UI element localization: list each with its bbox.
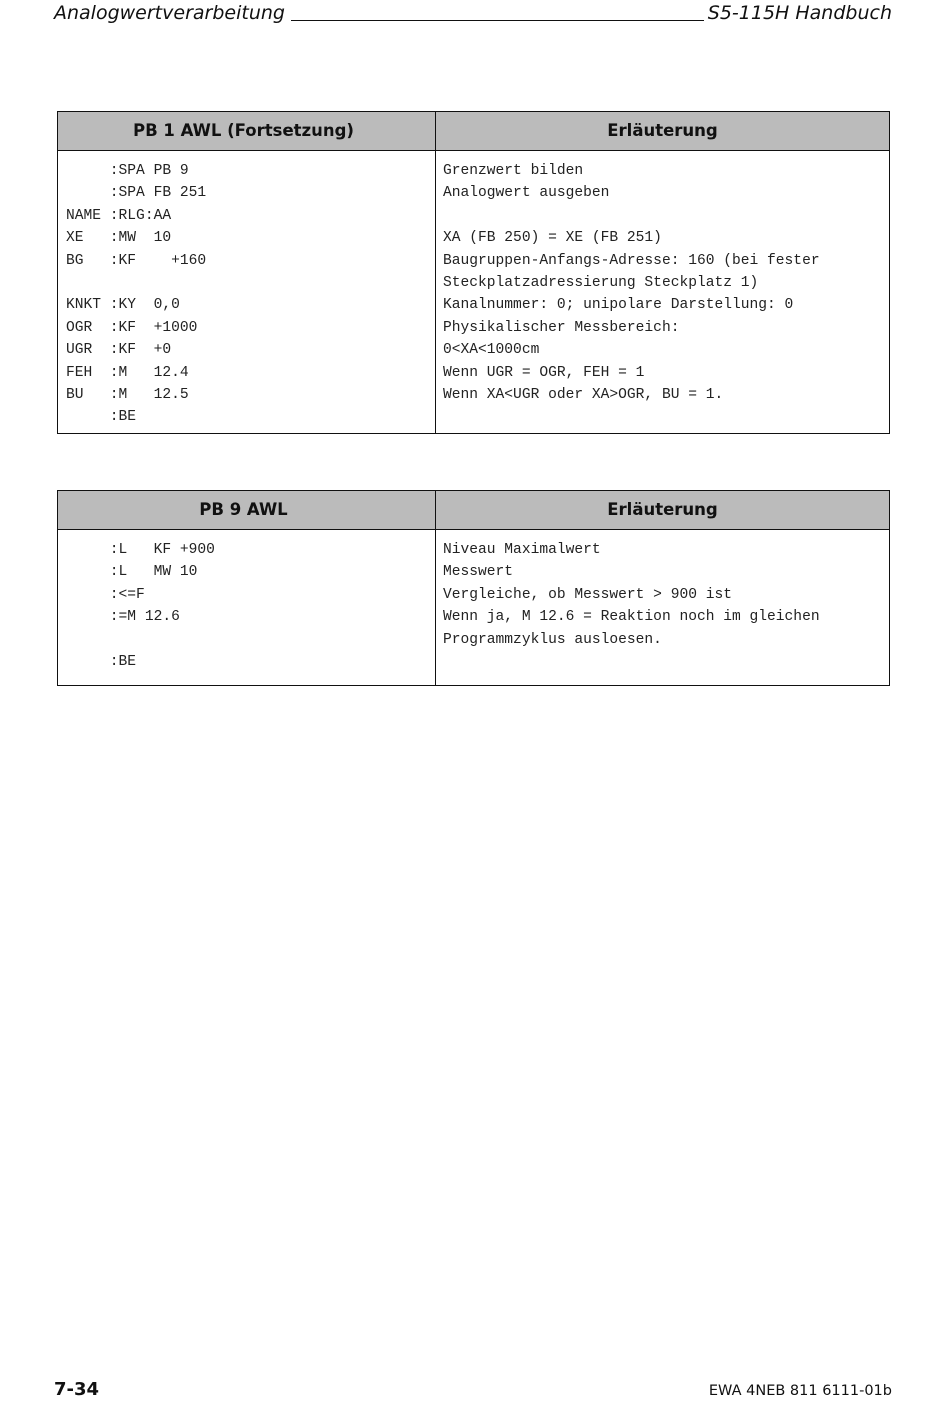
code-line: :BE <box>66 409 137 426</box>
code-line: :L MW 10 <box>66 564 198 581</box>
code-line: UGR :KF +0 <box>66 342 172 359</box>
code-line <box>66 629 435 651</box>
note-line: Niveau Maximalwert <box>443 542 601 558</box>
pb9-table-header <box>58 491 889 530</box>
code-line: :<=F <box>66 586 145 603</box>
pb9-table-body <box>58 530 889 686</box>
pb9-explanation-column <box>436 530 889 686</box>
pb1-awl-table <box>57 111 890 434</box>
note-line: Steckplatzadressierung Steckplatz 1) <box>443 274 759 291</box>
section-title: Analogwertverarbeitung <box>54 2 285 24</box>
code-line: BG :KF +160 <box>66 252 207 269</box>
code-line: KNKT :KY 0,0 <box>66 297 180 314</box>
pb1-table-body <box>58 151 889 434</box>
note-line: Wenn XA<UGR oder XA>OGR, BU = 1. <box>443 386 724 403</box>
manual-title: S5-115H Handbuch <box>707 2 892 24</box>
pb1-table-header <box>58 112 889 151</box>
pb1-code-column-header: PB 1 AWL (Fortsetzung) <box>58 112 436 150</box>
code-line: FEH :M 12.4 <box>66 364 189 381</box>
code-line: BU :M 12.5 <box>66 386 189 403</box>
note-line: XA (FB 250) = XE (FB 251) <box>443 230 662 247</box>
code-line <box>66 272 435 294</box>
note-line: 0<XA<1000cm <box>443 342 540 359</box>
note-line: Messwert <box>443 564 514 581</box>
pb1-explanation-column <box>436 151 889 434</box>
pb1-explanation-column-header: Erläuterung <box>607 121 718 140</box>
note-line: Wenn UGR = OGR, FEH = 1 <box>443 364 645 381</box>
note-line: Kanalnummer: 0; unipolare Darstellung: 0 <box>443 297 794 314</box>
note-line: Programmzyklus ausloesen. <box>443 631 662 648</box>
note-line: Vergleiche, ob Messwert > 900 ist <box>443 586 733 603</box>
header-rule <box>291 20 704 21</box>
note-line <box>443 205 889 227</box>
code-line: :SPA PB 9 <box>66 163 189 179</box>
code-line: OGR :KF +1000 <box>66 319 198 336</box>
note-line: Wenn ja, M 12.6 = Reaktion noch im gleichen <box>443 609 820 626</box>
pb9-code-column-header: PB 9 AWL <box>58 491 436 529</box>
code-line: :=M 12.6 <box>66 609 180 626</box>
running-header <box>54 0 892 24</box>
code-line: NAME :RLG:AA <box>66 207 172 224</box>
code-line: :SPA FB 251 <box>66 185 207 202</box>
code-line: XE :MW 10 <box>66 230 172 247</box>
code-line: :L KF +900 <box>66 542 215 558</box>
note-line: Grenzwert bilden <box>443 163 584 179</box>
code-line: :BE <box>66 653 137 670</box>
page-number: 7-34 <box>54 1379 100 1400</box>
pb9-code-column <box>58 530 436 686</box>
note-line: Physikalischer Messbereich: <box>443 319 680 336</box>
pb9-explanation-column-header: Erläuterung <box>607 500 718 519</box>
note-line: Baugruppen-Anfangs-Adresse: 160 (bei fester <box>443 252 820 269</box>
note-line: Analogwert ausgeben <box>443 185 610 202</box>
pb1-code-column <box>58 151 436 434</box>
document-code: EWA 4NEB 811 6111-01b <box>708 1383 892 1399</box>
pb9-awl-table <box>57 490 890 686</box>
